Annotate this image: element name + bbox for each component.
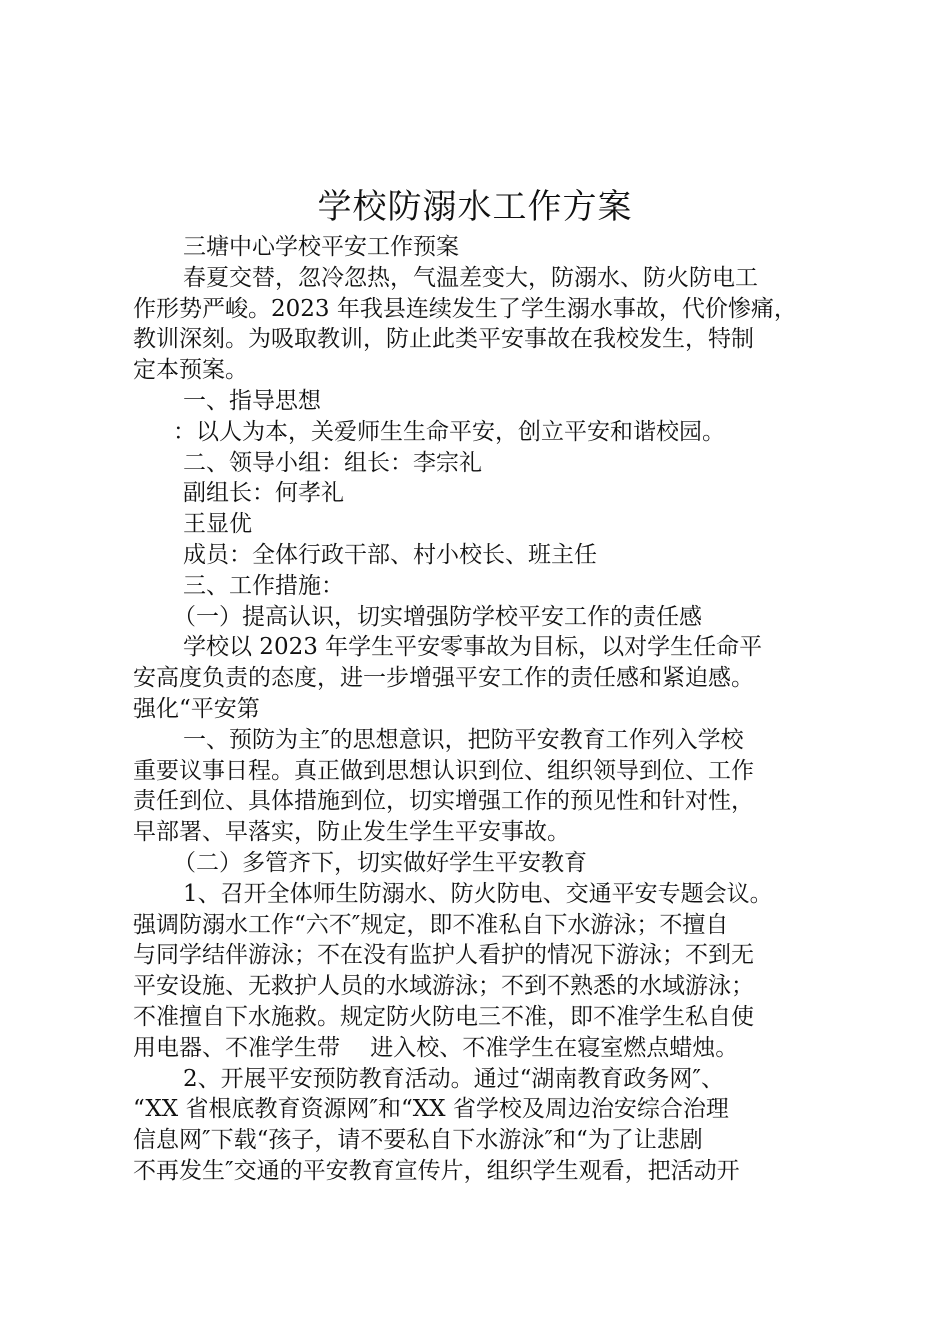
paragraph-line: 春夏交替，忽冷忽热，气温差变大，防溺水、防火防电工 (183, 264, 758, 291)
document-body (133, 232, 833, 1187)
paragraph-line: 重要议事日程。真正做到思想认识到位、组织领导到位、工作 (133, 757, 754, 784)
subsection-heading: （一）提高认识，切实增强防学校平安工作的责任感 (173, 603, 702, 630)
paragraph-line: 与同学结伴游泳；不在没有监护人看护的情况下游泳；不到无 (133, 942, 754, 969)
paragraph-line: 平安设施、无救护人员的水域游泳；不到不熟悉的水域游泳； (133, 973, 754, 1000)
paragraph-line: 强化“平安第 (133, 695, 260, 722)
paragraph-line: 三塘中心学校平安工作预案 (183, 234, 459, 260)
paragraph-line: ：以人为本，关爱师生生命平安，创立平安和谐校园。 (173, 418, 725, 445)
paragraph-line: 副组长：何孝礼 (183, 480, 344, 507)
paragraph-line: 作形势严峻。2023 年我县连续发生了学生溺水事故，代价惨痛， (133, 295, 797, 322)
paragraph-line: 用电器、不准学生带 进入校、不准学生在寝室燃点蜡烛。 (133, 1034, 739, 1061)
document-title: 学校防溺水工作方案 (317, 187, 633, 227)
paragraph-line: 责任到位、具体措施到位，切实增强工作的预见性和针对性， (133, 788, 754, 815)
paragraph-line: “XX 省根底教育资源网″和“XX 省学校及周边治安综合治理 (133, 1096, 729, 1123)
paragraph-line: 信息网″下载“孩子，请不要私自下水游泳″和“为了让悲剧 (133, 1127, 703, 1154)
paragraph-line: 学校以 2023 年学生平安零事故为目标，以对学生任命平 (183, 634, 763, 661)
subsection-heading: （二）多管齐下，切实做好学生平安教育 (173, 849, 587, 876)
paragraph-line: 王显优 (183, 511, 252, 538)
paragraph-line: 教训深刻。为吸取教训，防止此类平安事故在我校发生，特制 (133, 326, 754, 353)
paragraph-line: 早部署、早落实，防止发生学生平安事故。 (133, 819, 570, 846)
paragraph-line: 强调防溺水工作“六不″规定，即不准私自下水游泳；不擅自 (133, 911, 729, 938)
paragraph-line: 2、开展平安预防教育活动。通过“湖南教育政务网″、 (183, 1065, 724, 1092)
paragraph-line: 1、召开全体师生防溺水、防火防电、交通平安专题会议。 (183, 880, 773, 907)
paragraph-line: 定本预案。 (133, 357, 248, 384)
paragraph-line: 一、预防为主″的思想意识，把防平安教育工作列入学校 (183, 726, 744, 753)
section-heading: 三、工作措施： (183, 572, 344, 599)
section-heading: 一、指导思想 (183, 387, 321, 414)
paragraph-line: 安高度负责的态度，进一步增强平安工作的责任感和紧迫感。 (133, 665, 754, 692)
paragraph-line: 成员：全体行政干部、村小校长、班主任 (183, 541, 597, 568)
paragraph-line: 不准擅自下水施救。规定防火防电三不准，即不准学生私自使 (133, 1003, 754, 1030)
section-heading: 二、领导小组：组长：李宗礼 (183, 449, 482, 476)
paragraph-line: 不再发生″交通的平安教育宣传片，组织学生观看，把活动开 (133, 1157, 740, 1184)
